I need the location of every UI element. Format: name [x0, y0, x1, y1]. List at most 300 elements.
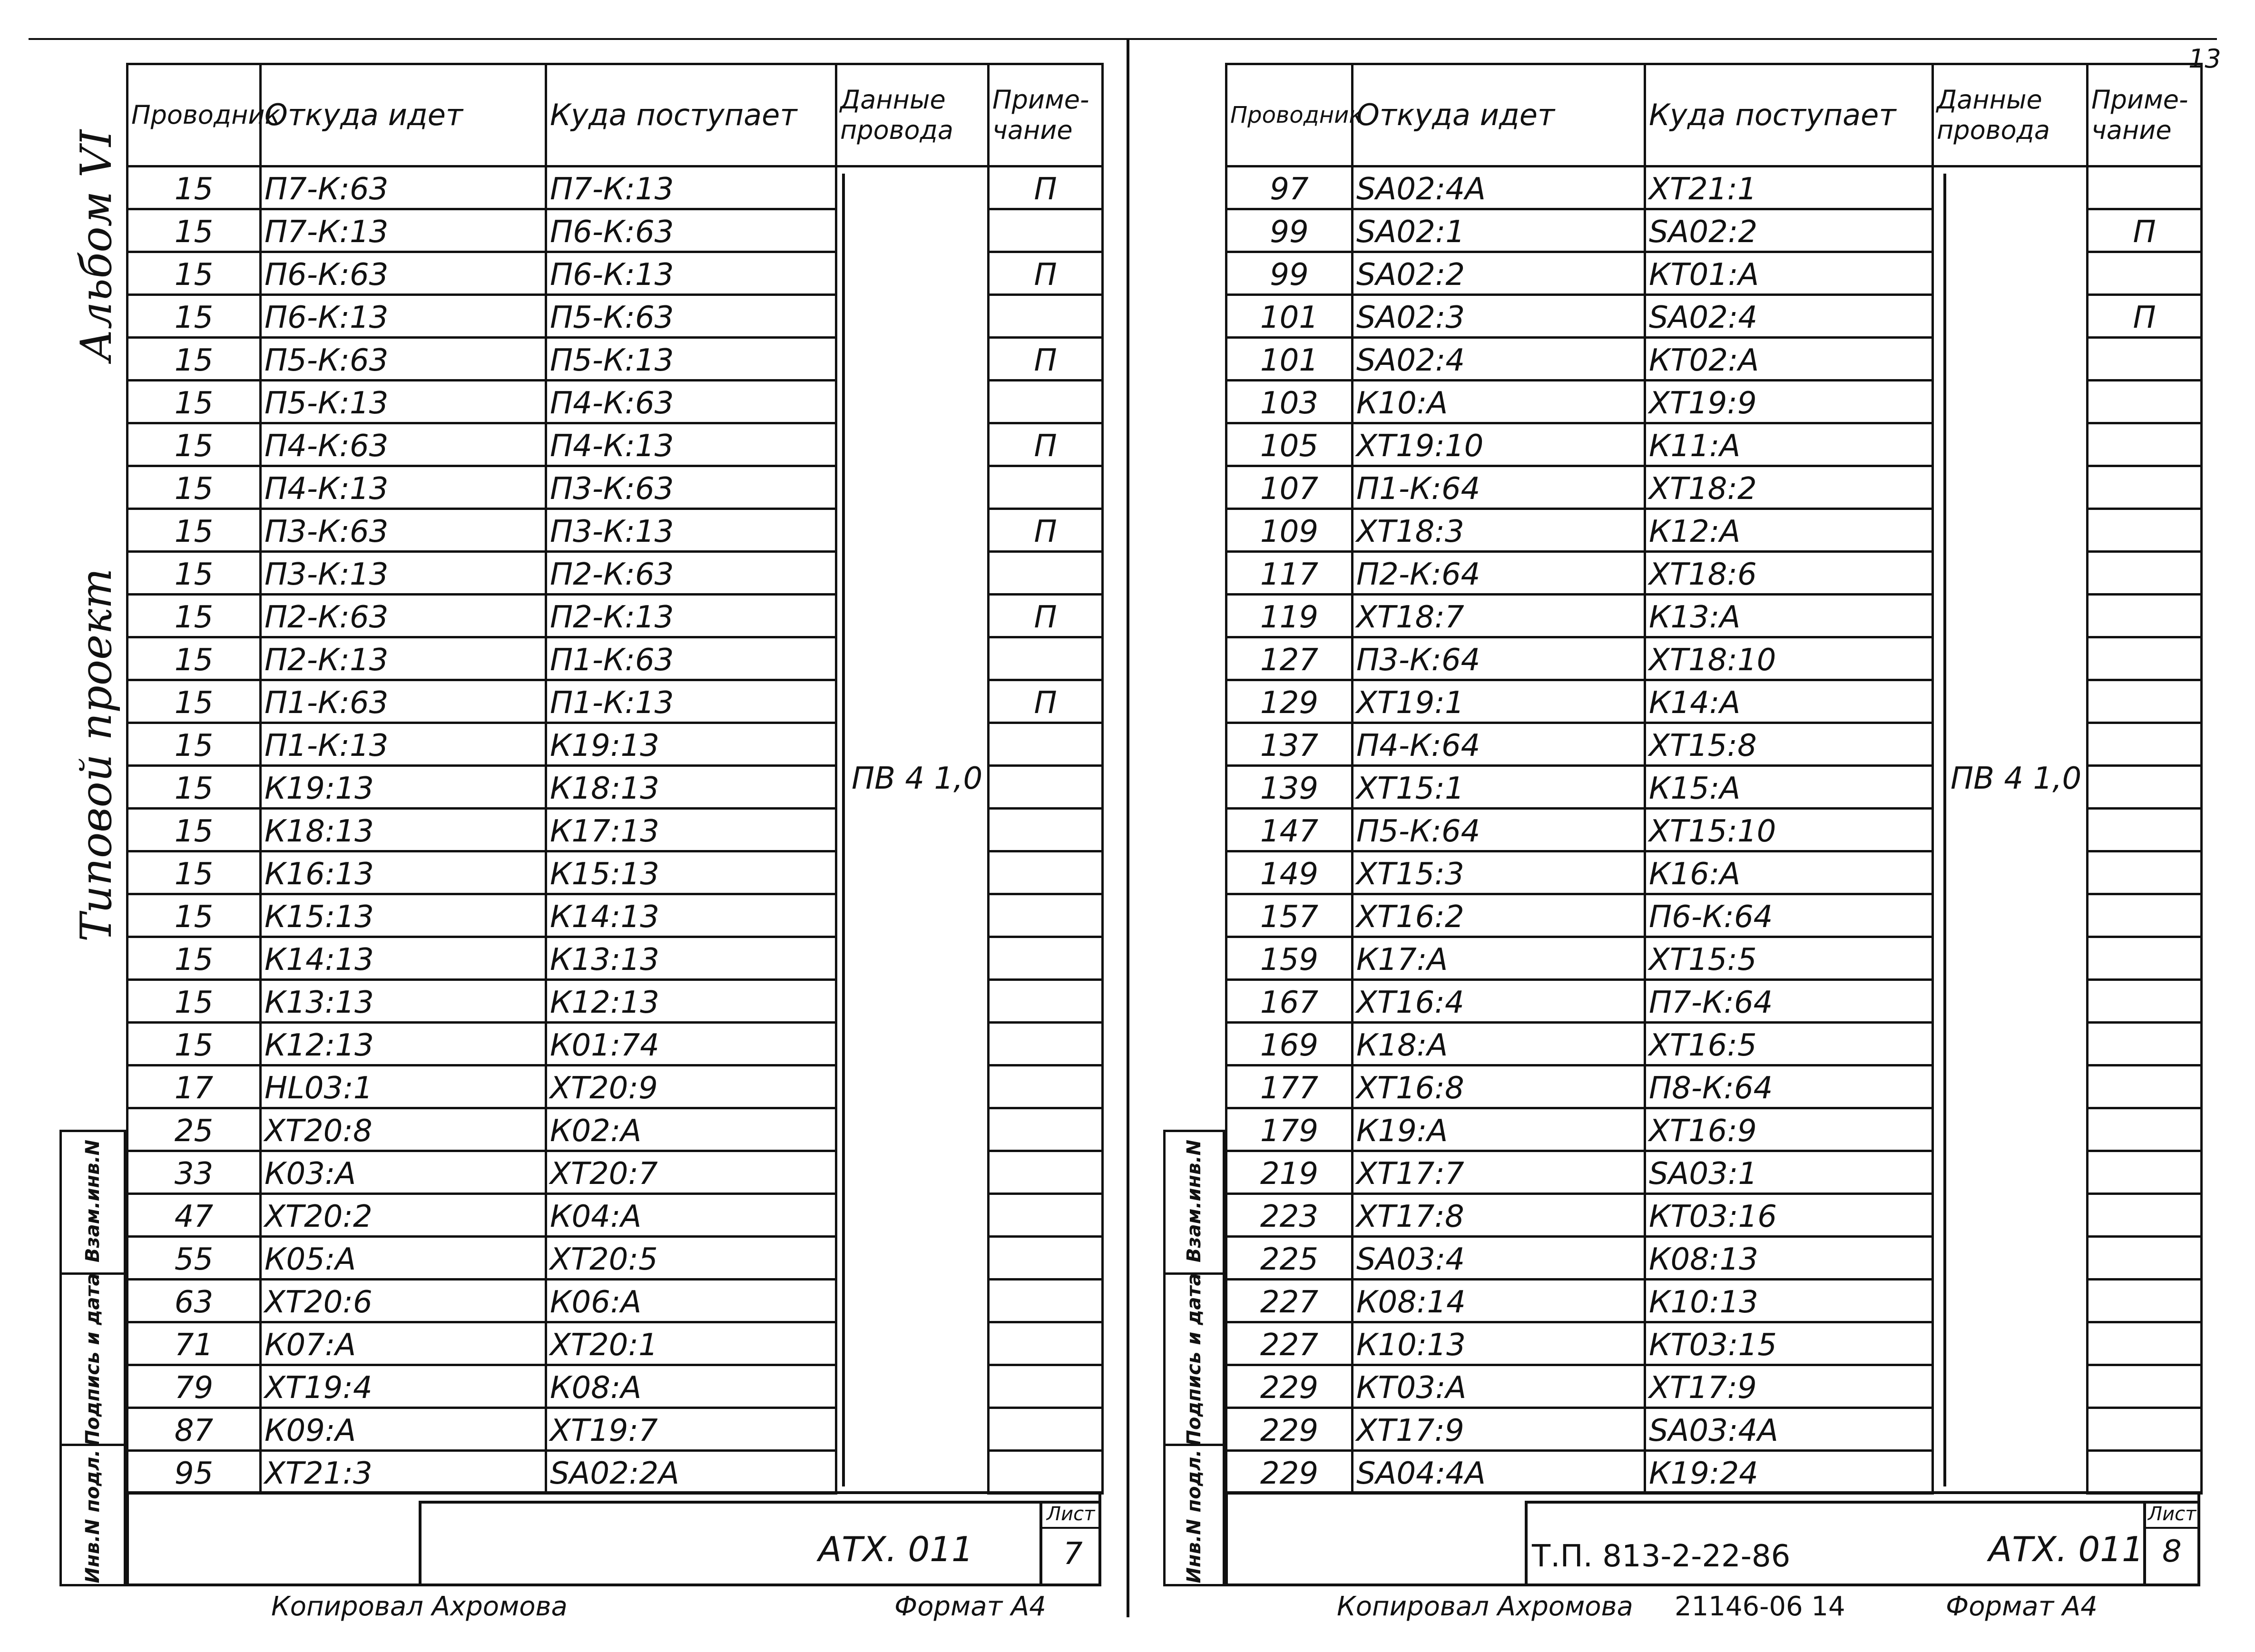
wire-data-cell	[836, 466, 989, 509]
note-cell	[2088, 1280, 2202, 1322]
to-cell: XT20:5	[546, 1237, 836, 1280]
to-cell: П8-К:64	[1645, 1065, 1933, 1108]
wire-cell: 229	[1226, 1365, 1353, 1408]
from-cell: П4-К:13	[261, 466, 546, 509]
wire-data-cell	[836, 723, 989, 766]
from-cell: К14:13	[261, 937, 546, 980]
note-cell	[989, 381, 1103, 423]
table-row	[127, 637, 1103, 680]
note-cell	[2088, 381, 2202, 423]
to-cell: SA03:1	[1645, 1151, 1933, 1194]
from-cell: XT20:2	[261, 1194, 546, 1237]
to-cell: К04:А	[546, 1194, 836, 1237]
table-row	[1226, 1280, 2202, 1322]
from-cell: К07:А	[261, 1322, 546, 1365]
to-cell: XT18:10	[1645, 637, 1933, 680]
wire-cell: 25	[127, 1108, 261, 1151]
note-cell	[2088, 466, 2202, 509]
wire-data-cell	[1933, 894, 2088, 937]
note-cell	[2088, 1108, 2202, 1151]
stamp-cell-signature	[1166, 1272, 1223, 1444]
wire-data-cell	[1933, 552, 2088, 595]
wire-data-cell	[836, 1451, 989, 1494]
right-title-sheet-line	[2143, 1527, 2200, 1529]
wire-data-cell	[836, 209, 989, 252]
to-cell: SA02:4	[1645, 295, 1933, 338]
from-cell: SA02:4	[1353, 338, 1645, 381]
wire-cell: 15	[127, 980, 261, 1023]
note-cell: П	[989, 166, 1103, 209]
wire-data-cell	[836, 637, 989, 680]
to-cell: П1-К:63	[546, 637, 836, 680]
header-wire-data: Данные провода	[1933, 64, 2088, 166]
to-cell: К02:А	[546, 1108, 836, 1151]
to-cell: XT16:5	[1645, 1023, 1933, 1065]
note-cell	[2088, 1237, 2202, 1280]
stamp-cell-inventory	[1166, 1444, 1223, 1586]
wire-data-cell	[836, 980, 989, 1023]
table-row	[1226, 894, 2202, 937]
from-cell: XT20:8	[261, 1108, 546, 1151]
wire-cell: 15	[127, 252, 261, 295]
from-cell: XT21:3	[261, 1451, 546, 1494]
wire-cell: 227	[1226, 1322, 1353, 1365]
wire-data-cell	[1933, 166, 2088, 209]
note-cell	[2088, 1451, 2202, 1494]
wire-data-cell	[1933, 1237, 2088, 1280]
from-cell: XT16:4	[1353, 980, 1645, 1023]
to-cell: П6-К:64	[1645, 894, 1933, 937]
wire-cell: 223	[1226, 1194, 1353, 1237]
wire-data-cell	[1933, 1194, 2088, 1237]
from-cell: XT15:3	[1353, 851, 1645, 894]
to-cell: К13:А	[1645, 595, 1933, 637]
from-cell: П1-К:13	[261, 723, 546, 766]
wire-cell: 179	[1226, 1108, 1353, 1151]
wire-cell: 177	[1226, 1065, 1353, 1108]
to-cell: КТ01:А	[1645, 252, 1933, 295]
wire-data-cell	[1933, 466, 2088, 509]
table-row	[127, 1365, 1103, 1408]
wire-data-cell	[836, 381, 989, 423]
wire-data-cell	[836, 595, 989, 637]
left-sheet-label: Лист	[1047, 1503, 1095, 1525]
table-row	[127, 1065, 1103, 1108]
right-footer-format: Формат А4	[1946, 1591, 2098, 1622]
header-from: Откуда идет	[1353, 64, 1645, 166]
table-row	[127, 466, 1103, 509]
wire-cell: 15	[127, 423, 261, 466]
note-cell	[989, 209, 1103, 252]
table-row	[1226, 1065, 2202, 1108]
to-cell: К14:А	[1645, 680, 1933, 723]
wire-data-cell	[1933, 252, 2088, 295]
note-cell	[989, 894, 1103, 937]
from-cell: К10:А	[1353, 381, 1645, 423]
wire-cell: 15	[127, 166, 261, 209]
from-cell: XT18:7	[1353, 595, 1645, 637]
note-cell	[2088, 937, 2202, 980]
wire-data-cell	[1933, 1151, 2088, 1194]
to-cell: К15:А	[1645, 766, 1933, 809]
from-cell: П4-К:63	[261, 423, 546, 466]
left-footer-copied: Копировал Ахромова	[271, 1591, 568, 1622]
wire-data-cell	[836, 1151, 989, 1194]
from-cell: К03:А	[261, 1151, 546, 1194]
note-cell	[989, 766, 1103, 809]
right-footer-number: 21146-06 14	[1675, 1591, 1845, 1622]
wire-cell: 15	[127, 894, 261, 937]
table-row	[127, 680, 1103, 723]
note-cell	[2088, 423, 2202, 466]
note-cell: П	[989, 595, 1103, 637]
wire-data-cell	[1933, 809, 2088, 851]
wire-data-cell	[836, 1194, 989, 1237]
wire-cell: 15	[127, 723, 261, 766]
wire-data-cell	[836, 509, 989, 552]
wire-cell: 87	[127, 1408, 261, 1451]
table-row	[127, 552, 1103, 595]
table-row	[1226, 809, 2202, 851]
from-cell: К19:А	[1353, 1108, 1645, 1151]
table-row	[127, 338, 1103, 381]
to-cell: К13:13	[546, 937, 836, 980]
note-cell	[2088, 1065, 2202, 1108]
from-cell: XT18:3	[1353, 509, 1645, 552]
note-cell	[2088, 509, 2202, 552]
wire-data-cell	[836, 552, 989, 595]
to-cell: П3-К:63	[546, 466, 836, 509]
wire-cell: 117	[1226, 552, 1353, 595]
table-row	[127, 1451, 1103, 1494]
from-cell: П2-К:13	[261, 637, 546, 680]
wire-data-cell	[1933, 1065, 2088, 1108]
table-row	[127, 809, 1103, 851]
from-cell: XT19:4	[261, 1365, 546, 1408]
wire-data-cell	[836, 1065, 989, 1108]
from-cell: SA02:3	[1353, 295, 1645, 338]
to-cell: П4-К:63	[546, 381, 836, 423]
wire-data-cell	[1933, 680, 2088, 723]
to-cell: К15:13	[546, 851, 836, 894]
wire-data-cell	[836, 894, 989, 937]
to-cell: SA02:2	[1645, 209, 1933, 252]
note-cell	[989, 1065, 1103, 1108]
note-cell	[2088, 1408, 2202, 1451]
to-cell: К16:А	[1645, 851, 1933, 894]
wire-cell: 71	[127, 1322, 261, 1365]
wire-cell: 95	[127, 1451, 261, 1494]
table-row	[127, 252, 1103, 295]
stamp-cell-approval	[62, 1130, 124, 1272]
note-cell	[989, 637, 1103, 680]
wire-data-cell	[836, 1322, 989, 1365]
header-to: Куда поступает	[546, 64, 836, 166]
from-cell: SA02:2	[1353, 252, 1645, 295]
note-cell	[2088, 637, 2202, 680]
wire-cell: 15	[127, 595, 261, 637]
wire-cell: 15	[127, 1023, 261, 1065]
note-cell	[989, 1280, 1103, 1322]
to-cell: XT18:2	[1645, 466, 1933, 509]
to-cell: П6-К:13	[546, 252, 836, 295]
table-row	[1226, 509, 2202, 552]
from-cell: П6-К:63	[261, 252, 546, 295]
stamp-cell-signature	[62, 1272, 124, 1444]
from-cell: П6-К:13	[261, 295, 546, 338]
wire-cell: 15	[127, 209, 261, 252]
from-cell: П7-К:63	[261, 166, 546, 209]
from-cell: К08:14	[1353, 1280, 1645, 1322]
to-cell: XT15:8	[1645, 723, 1933, 766]
note-cell	[989, 937, 1103, 980]
to-cell: К11:А	[1645, 423, 1933, 466]
note-cell	[989, 1194, 1103, 1237]
table-row	[127, 1322, 1103, 1365]
wire-data-cell	[1933, 423, 2088, 466]
note-cell: П	[989, 423, 1103, 466]
table-row	[1226, 295, 2202, 338]
wire-cell: 15	[127, 466, 261, 509]
from-cell: П7-К:13	[261, 209, 546, 252]
wire-data-cell	[1933, 1023, 2088, 1065]
to-cell: КТ03:15	[1645, 1322, 1933, 1365]
wire-data-cell	[1933, 1408, 2088, 1451]
from-cell: П3-К:64	[1353, 637, 1645, 680]
table-row	[1226, 552, 2202, 595]
left-wire-data-brace	[842, 174, 845, 1486]
wire-cell: 15	[127, 637, 261, 680]
note-cell	[989, 552, 1103, 595]
wire-cell: 105	[1226, 423, 1353, 466]
wire-cell: 149	[1226, 851, 1353, 894]
to-cell: XT17:9	[1645, 1365, 1933, 1408]
header-note: Приме-чание	[2088, 64, 2202, 166]
table-row	[1226, 381, 2202, 423]
wire-cell: 15	[127, 680, 261, 723]
header-wire: Проводник	[127, 64, 261, 166]
to-cell: П1-К:13	[546, 680, 836, 723]
note-cell	[2088, 1151, 2202, 1194]
note-cell	[989, 466, 1103, 509]
sheet-top-line	[29, 38, 2217, 40]
from-cell: К15:13	[261, 894, 546, 937]
right-footer-copied: Копировал Ахромова	[1337, 1591, 1633, 1622]
right-doc-code: АТХ. 011	[1989, 1529, 2144, 1569]
to-cell: П2-К:13	[546, 595, 836, 637]
note-cell	[989, 1108, 1103, 1151]
table-row	[1226, 252, 2202, 295]
right-stamp-column	[1163, 1130, 1225, 1586]
wire-data-cell	[836, 851, 989, 894]
note-cell	[2088, 894, 2202, 937]
table-row	[1226, 723, 2202, 766]
to-cell: XT21:1	[1645, 166, 1933, 209]
note-cell	[2088, 338, 2202, 381]
wire-cell: 119	[1226, 595, 1353, 637]
from-cell: SA04:4А	[1353, 1451, 1645, 1494]
wire-data-cell	[836, 166, 989, 209]
from-cell: П2-К:64	[1353, 552, 1645, 595]
wire-data-cell	[836, 1108, 989, 1151]
table-row	[1226, 595, 2202, 637]
from-cell: К18:13	[261, 809, 546, 851]
table-row	[127, 423, 1103, 466]
wire-cell: 219	[1226, 1151, 1353, 1194]
note-cell	[2088, 1023, 2202, 1065]
table-row	[1226, 466, 2202, 509]
note-cell: П	[2088, 295, 2202, 338]
note-cell	[989, 1451, 1103, 1494]
left-doc-code: АТХ. 011	[818, 1529, 973, 1569]
table-row	[1226, 1237, 2202, 1280]
from-cell: XT19:10	[1353, 423, 1645, 466]
album-label: Альбом VI	[71, 129, 121, 362]
table-row	[1226, 1322, 2202, 1365]
wire-cell: 15	[127, 381, 261, 423]
table-row	[1226, 338, 2202, 381]
header-from: Откуда идет	[261, 64, 546, 166]
to-cell: П2-К:63	[546, 552, 836, 595]
table-row	[127, 1108, 1103, 1151]
from-cell: XT15:1	[1353, 766, 1645, 809]
to-cell: XT16:9	[1645, 1108, 1933, 1151]
stamp-cell-text: Взам.инв.N	[1183, 1139, 1205, 1263]
from-cell: П3-К:13	[261, 552, 546, 595]
right-tp-code: Т.П. 813-2-22-86	[1532, 1539, 1791, 1574]
to-cell: XT19:9	[1645, 381, 1933, 423]
note-cell: П	[989, 252, 1103, 295]
note-cell	[2088, 766, 2202, 809]
left-stamp-column	[59, 1130, 126, 1586]
from-cell: XT17:9	[1353, 1408, 1645, 1451]
right-sheet-number: 8	[2162, 1534, 2182, 1569]
table-row	[127, 1023, 1103, 1065]
table-row	[1226, 1451, 2202, 1494]
wire-data-cell	[836, 1408, 989, 1451]
wire-cell: 99	[1226, 252, 1353, 295]
wire-data-cell	[1933, 851, 2088, 894]
to-cell: П6-К:63	[546, 209, 836, 252]
to-cell: XT20:7	[546, 1151, 836, 1194]
wire-cell: 15	[127, 937, 261, 980]
from-cell: XT19:1	[1353, 680, 1645, 723]
note-cell: П	[989, 680, 1103, 723]
wire-cell: 15	[127, 766, 261, 809]
wire-data-cell	[836, 423, 989, 466]
to-cell: К12:А	[1645, 509, 1933, 552]
from-cell: К10:13	[1353, 1322, 1645, 1365]
right-title-inner-box	[1525, 1501, 1528, 1586]
note-cell	[2088, 980, 2202, 1023]
wire-data-cell	[836, 252, 989, 295]
table-row	[1226, 637, 2202, 680]
table-row	[1226, 937, 2202, 980]
wire-data-cell	[1933, 723, 2088, 766]
table-row	[127, 381, 1103, 423]
note-cell	[2088, 851, 2202, 894]
from-cell: П4-К:64	[1353, 723, 1645, 766]
to-cell: КТ03:16	[1645, 1194, 1933, 1237]
stamp-cell-text: Инв.N подл.	[82, 1449, 104, 1583]
to-cell: SA03:4А	[1645, 1408, 1933, 1451]
to-cell: КТ02:А	[1645, 338, 1933, 381]
stamp-cell-text: Подпись и дата	[82, 1272, 104, 1446]
wire-cell: 147	[1226, 809, 1353, 851]
from-cell: SA03:4	[1353, 1237, 1645, 1280]
wire-data-cell	[1933, 1322, 2088, 1365]
from-cell: К19:13	[261, 766, 546, 809]
to-cell: SA02:2А	[546, 1451, 836, 1494]
to-cell: К17:13	[546, 809, 836, 851]
note-cell	[2088, 166, 2202, 209]
wire-cell: 99	[1226, 209, 1353, 252]
wire-cell: 103	[1226, 381, 1353, 423]
to-cell: К19:24	[1645, 1451, 1933, 1494]
wire-cell: 101	[1226, 338, 1353, 381]
note-cell	[2088, 1322, 2202, 1365]
from-cell: XT16:8	[1353, 1065, 1645, 1108]
wire-data-cell	[1933, 1365, 2088, 1408]
wire-data-cell	[1933, 595, 2088, 637]
wire-data-cell	[1933, 1280, 2088, 1322]
table-row	[127, 894, 1103, 937]
wire-data-cell	[836, 338, 989, 381]
wire-data-cell	[1933, 637, 2088, 680]
table-row	[127, 595, 1103, 637]
note-cell: П	[2088, 209, 2202, 252]
from-cell: К09:А	[261, 1408, 546, 1451]
note-cell	[2088, 1365, 2202, 1408]
note-cell	[2088, 552, 2202, 595]
table-row	[127, 1194, 1103, 1237]
to-cell: К08:А	[546, 1365, 836, 1408]
to-cell: П3-К:13	[546, 509, 836, 552]
stamp-cell-text: Инв.N подл.	[1183, 1449, 1205, 1583]
table-row	[1226, 423, 2202, 466]
note-cell	[2088, 595, 2202, 637]
to-cell: К12:13	[546, 980, 836, 1023]
wire-cell: 47	[127, 1194, 261, 1237]
table-row	[127, 1280, 1103, 1322]
table-row	[127, 509, 1103, 552]
from-cell: HL03:1	[261, 1065, 546, 1108]
note-cell	[989, 1408, 1103, 1451]
wire-cell: 227	[1226, 1280, 1353, 1322]
from-cell: П5-К:64	[1353, 809, 1645, 851]
to-cell: К08:13	[1645, 1237, 1933, 1280]
to-cell: П7-К:64	[1645, 980, 1933, 1023]
table-row	[127, 723, 1103, 766]
note-cell	[989, 295, 1103, 338]
to-cell: П7-К:13	[546, 166, 836, 209]
stamp-cell-text: Взам.инв.N	[82, 1139, 104, 1263]
wire-cell: 101	[1226, 295, 1353, 338]
from-cell: К12:13	[261, 1023, 546, 1065]
to-cell: XT18:6	[1645, 552, 1933, 595]
table-row	[1226, 1365, 2202, 1408]
wire-data-cell	[836, 1237, 989, 1280]
from-cell: XT17:7	[1353, 1151, 1645, 1194]
wire-cell: 15	[127, 552, 261, 595]
wire-data-cell	[1933, 1108, 2088, 1151]
wire-data-cell	[836, 1365, 989, 1408]
wire-data-cell	[1933, 937, 2088, 980]
note-cell: П	[989, 509, 1103, 552]
table-row	[127, 1151, 1103, 1194]
to-cell: П5-К:13	[546, 338, 836, 381]
note-cell	[2088, 723, 2202, 766]
